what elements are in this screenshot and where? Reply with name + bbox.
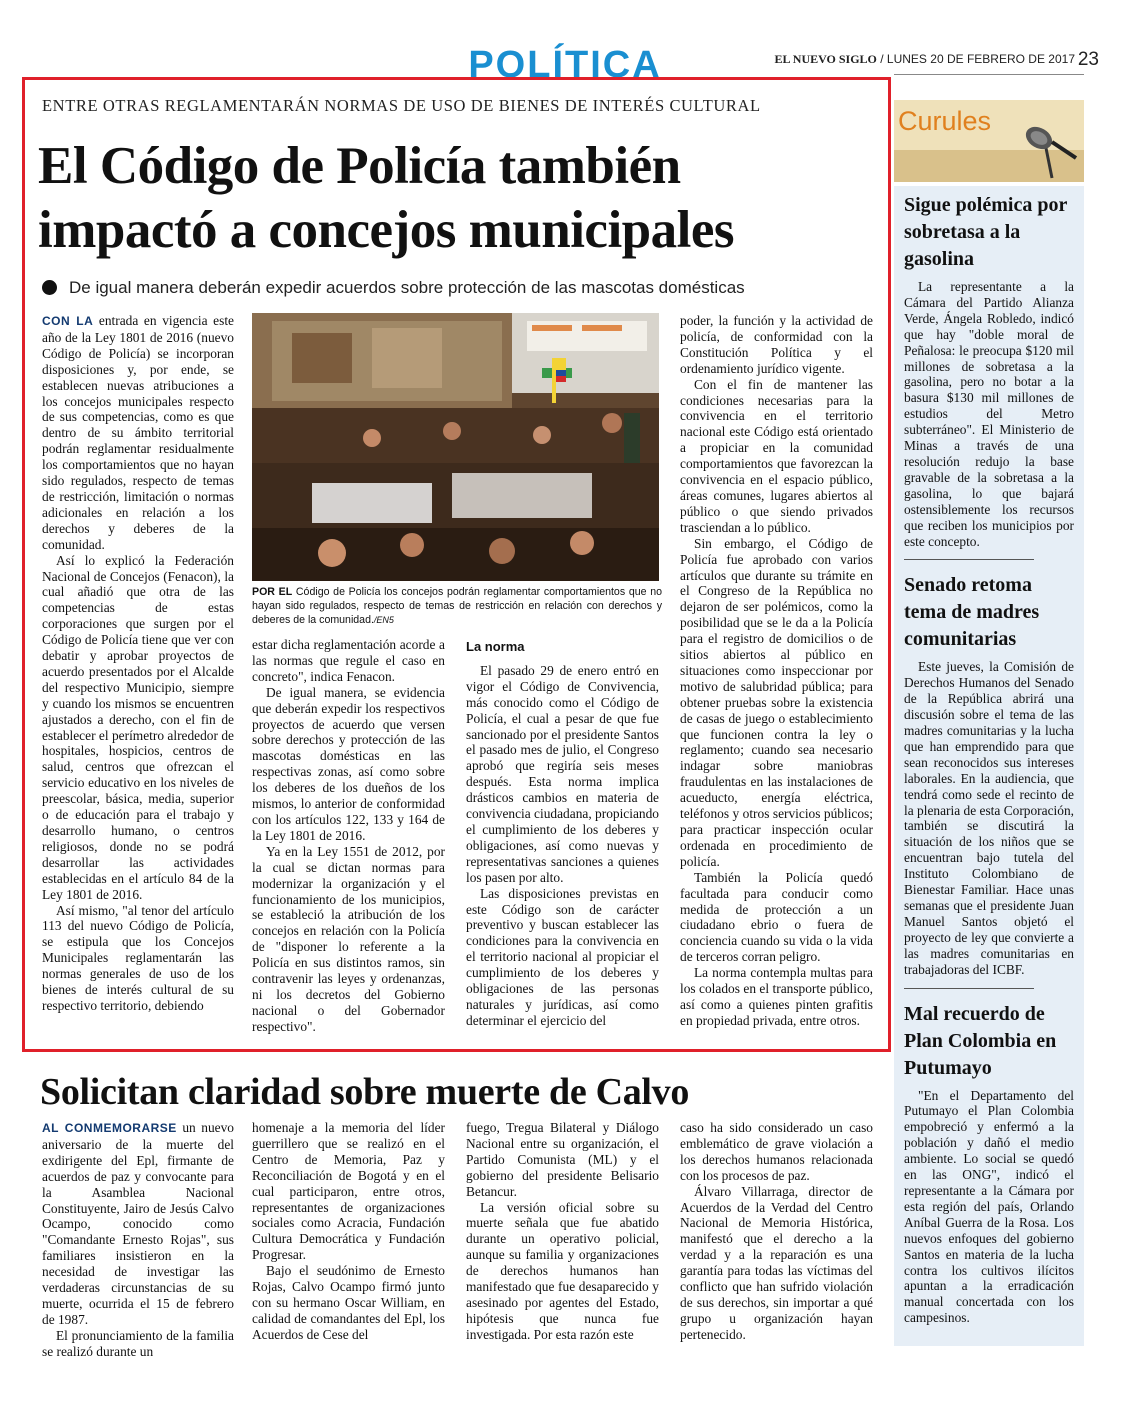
council-chamber-image <box>252 313 659 581</box>
photo-credit: /EN5 <box>373 615 394 625</box>
paragraph: También la Policía quedó facultada para conducir como medida de protección a un ciudadano ebrio o fuera de conciencia cuando su vida o la vida de terceros corran peligro. <box>680 869 873 965</box>
sidebar-item-headline: Sigue polémica por sobretasa a la gasolina <box>904 194 1067 270</box>
paragraph: Así mismo, "al tenor del artículo 113 del nuevo Código de Policía, se estipula que los Concejos Municipales reglamentarán las normas generales de uso de los bienes de interés cultural de su respectivo territorio, debiendo <box>42 902 234 1013</box>
article-headline <box>38 134 878 262</box>
subhead-text: De igual manera deberán expedir acuerdos sobre protección de las mascotas domésticas <box>69 278 745 297</box>
sidebar-item <box>904 572 1074 988</box>
sidebar-item-text: Este jueves, la Comisión de Derechos Humanos del Senado de la República abrirá una discusión sobre el tema de las madres comunitarias y la lucha que han emprendido para que sean reconocidos sus intereses laborales. En la audiencia, que tendrá como sede el recinto de la plenaria de esta Corporación, también se discutirá la situación de los niños que se encuentran bajo tutela del Instituto Colombiano de Bienestar Familiar. Hace unas semanas que el presidente Juan Manuel Santos objetó el proyecto de ley que convierte a las madres comunitarias en trabajadoras del ICBF. <box>904 659 1074 977</box>
sidebar-column <box>894 186 1084 1346</box>
sidebar-item-text: "En el Departamento del Putumayo el Plan Colombia empobreció y enfermó a la población y dañó el medio ambiente. Lo social se quedó en las ONG", indicó el representante a la Cámara por esta región del país, Orlando Aníbal Guerra de la Rosa. Los nuevos enfoques del gobierno Santos en materia de la lucha contra los cultivos ilícitos apuntan a la erradicación manual concertada con los campesinos. <box>904 1087 1074 1326</box>
paragraph: homenaje a la memoria del líder guerrillero que se realizó en el Centro de Memoria, Paz y Reconciliación de Bogotá y en el cual participaron, entre otros, representantes de organizaciones sociales como Acracia, Fundación Cultura Democrática y Fundación Progresar. <box>252 1120 445 1263</box>
article-kicker: ENTRE OTRAS REGLAMENTARÁN NORMAS DE USO DE BIENES DE INTERÉS CULTURAL <box>42 96 761 115</box>
sidebar-item <box>904 1001 1074 1327</box>
paragraph: El pasado 29 de enero entró en vigor el Código de Convivencia, más conocido como el Código de Policía, el cual a pesar de que fue sancionado por el presidente Santos el pasado mes de julio, el Congreso aprobó que regiría seis meses después. Esta norma implica drásticos cambios en materia de convivencia ciudadana, propiciando el cumplimiento de los deberes y obligaciones, así como nuevas y representativas sanciones a quienes los pasen por alto. <box>466 662 659 885</box>
paragraph: CON LA entrada en vigencia este año de la Ley 1801 de 2016 (nuevo Código de Policía) se incorporan disposiciones y, por ende, se establecen nuevas atribuciones a los concejos municipales respecto de sus competencias, como es que dentro de su ámbito territorial podrán reglamentar residualmente los comportamientos que no hayan sido regulados, respecto de temas de restricción, limitación o normas adicionales en relación a los derechos y deberes de la comunidad. <box>42 313 234 552</box>
divider <box>904 559 1034 560</box>
bullet-icon <box>42 280 57 295</box>
second-article-column-3 <box>466 1120 659 1343</box>
session-photo <box>252 313 659 581</box>
issue-date: / LUNES 20 DE FEBRERO DE 2017 <box>880 52 1075 66</box>
paragraph: De igual manera, se evidencia que deberán expedir los respectivos proyectos de acuerdo que versen sobre derechos y protección de las mascotas domésticas en las respectivas zonas, así como sobre los deberes de los dueños de los mismos, lo anterior de conformidad con los artículos 122, 133 y 164 de la Ley 1801 de 2016. <box>252 684 445 843</box>
caption-text: Código de Policía los concejos podrán reglamentar comportamientos que no hayan sido regulados, respecto de temas de restricción en relación con derechos y deberes de la comunidad. <box>252 586 662 626</box>
lead-word: CON LA <box>42 314 94 328</box>
paragraph: Las disposiciones previstas en este Código son de carácter preventivo y buscan establecer las condiciones para la convivencia en el territorio nacional al propiciar el cumplimiento de los deberes y obligaciones de las personas naturales y jurídicas, así como determinar el ejercicio del <box>466 885 659 1028</box>
paragraph: poder, la función y la actividad de policía, de conformidad con la Constitución Política y el ordenamiento jurídico vigente. <box>680 313 873 376</box>
second-article-column-2 <box>252 1120 445 1343</box>
section-subtitle: La norma <box>466 639 525 654</box>
sidebar-title: Curules <box>898 106 992 136</box>
paragraph: AL CONMEMORARSE un nuevo aniversario de la muerte del exdirigente del Epl, firmante de acuerdos de paz y convocante para la Asamblea Nacional Constituyente, Jairo de Jesús Calvo Ocampo, conocido como "Comandante Ernesto Rojas", sus familiares insistieron en la necesidad de investigar las verdaderas circunstancias de su muerte, ocurrida el 15 de febrero de 1987. <box>42 1120 234 1327</box>
article-column-1 <box>42 313 234 1014</box>
article-column-3 <box>466 637 659 1029</box>
publication-name: EL NUEVO SIGLO <box>774 52 877 66</box>
headline-line-1: El Código de Policía también <box>38 137 681 195</box>
sidebar-item-text: La representante a la Cámara del Partido Alianza Verde, Ángela Robledo, indicó que hay "doble moral de Peñalosa: le preocupa $120 mil millones de sobretasa a la gasolina, pero no botar a la basura $130 mil millones de estudios del Metro subterráneo". El Ministerio de Minas a través de una resolución redujo la base gravable de la sobretasa a la gasolina, lo que bajará ostensiblemente los recursos que reciben los municipios por este concepto. <box>904 279 1074 549</box>
page-number: 23 <box>1077 49 1099 70</box>
second-article-headline: Solicitan claridad sobre muerte de Calvo <box>40 1071 690 1113</box>
article-column-4 <box>680 313 873 1029</box>
paragraph: La versión oficial sobre su muerte señala que fue abatido durante un operativo policial, aunque su familia y organizaciones de derechos humanos han manifestado que fue desaparecido y asesinado por agentes del Estado, hipótesis que nunca fue investigada. Por esta razón este <box>466 1199 659 1342</box>
photo-caption <box>252 585 662 627</box>
paragraph: Álvaro Villarraga, director de Acuerdos de la Verdad del Centro Nacional de Memoria Histórica, manifestó que el derecho a la verdad y a la reparación es una garantía para todas las víctimas del conflicto que han sufrido violación de sus derechos, sin importar a qué grupo u organización hayan pertenecido. <box>680 1183 873 1342</box>
second-article-column-4 <box>680 1120 873 1343</box>
paragraph: fuego, Tregua Bilateral y Diálogo Nacional entre su organización, el Partido Comunista (ML) y el gobierno del presidente Belisario Betancur. <box>466 1120 659 1199</box>
second-article-column-1 <box>42 1120 234 1360</box>
divider <box>904 988 1034 989</box>
paragraph: Ya en la Ley 1551 de 2012, por la cual se dictan normas para modernizar la organización y el funcionamiento de los municipios, se estableció la atribución de los concejos en relación con la Policía de "disponer lo referente a la Policía en sus distintos ramos, sin contravenir las leyes y ordenanzas, ni los decretos del Gobierno nacional o del Gobernador respectivo". <box>252 843 445 1034</box>
sidebar-item-headline: Senado retoma tema de madres comunitarias <box>904 574 1040 651</box>
paragraph: Bajo el seudónimo de Ernesto Rojas, Calvo Ocampo firmó junto con su hermano Oscar William, en calidad de comandantes del Epl, los Acuerdos de Cese del <box>252 1263 445 1342</box>
paragraph: caso ha sido considerado un caso emblemático de grave violación a los derechos humanos relacionada con los procesos de paz. <box>680 1120 873 1183</box>
section-title: POLÍTICA <box>468 44 662 86</box>
sidebar-content <box>894 186 1084 1326</box>
paragraph: estar dicha reglamentación acorde a las normas que regule el caso en concreto", indica Fenacon. <box>252 637 445 684</box>
caption-lead: POR EL <box>252 586 293 598</box>
paragraph: Así lo explicó la Federación Nacional de Concejos (Fenacon), la cual añadió que otra de las competencias de estas corporaciones que surgen por el Código de Policía tiene que ver con debatir y aprobar proyectos de acuerdo presentados por el Alcalde del respectivo Municipio, siempre y cuando los mismos se encuentren ajustados a derecho, con el fin de establecer el perímetro alrededor de hospitales, hospicios, centros de salud, centros que ofrezcan el servicio educativo en los niveles de preescolar, básica, media, superior o de educación para el trabajo y desarrollo humano, o centros religiosos, donde no se podrá desarrollar las actividades establecidas en el artículo 84 de la Ley 1801 de 2016. <box>42 552 234 902</box>
article-subhead <box>42 278 745 298</box>
paragraph: La norma contempla multas para los colados en el transporte público, así como a quienes pinten grafitis en propiedad privada, entre otros. <box>680 965 873 1028</box>
sidebar-item-headline: Mal recuerdo de Plan Colombia en Putumayo <box>904 1002 1057 1079</box>
paragraph: Sin embargo, el Código de Policía fue aprobado con varios artículos que durante su trámite en el Congreso de la República no dejaron de ser polémicos, como la posibilidad que se le da a la Policía para el registro de domicilios o de sitios abiertos al público en situaciones como inspeccionar por motivo de salubridad pública; para obtener pruebas sobre la existencia de casas de juego o establecimiento que funcionen contra la ley o reglamento; cuando sea necesario indagar sobre maniobras fraudulentas en las instalaciones de acueducto, energía eléctrica, teléfonos y otros servicios públicos; para practicar inspección ocular ordenada en procedimiento de policía. <box>680 535 873 869</box>
lead-word: AL CONMEMORARSE <box>42 1121 177 1135</box>
header-rule <box>894 74 1084 75</box>
masthead <box>774 52 1075 67</box>
sidebar-item <box>904 192 1074 560</box>
paragraph: Con el fin de mantener las condiciones necesarias para la convivencia en el territorio nacional este Código está orientado a propiciar en la comunidad comportamientos que favorezcan la convivencia en el espacio público, áreas comunes, lugares abiertos al público o que siendo privados trasciendan a lo público. <box>680 376 873 535</box>
headline-line-2: impactó a concejos municipales <box>38 201 735 259</box>
paragraph: El pronunciamiento de la familia se realizó durante un <box>42 1327 234 1359</box>
article-column-2 <box>252 637 445 1035</box>
